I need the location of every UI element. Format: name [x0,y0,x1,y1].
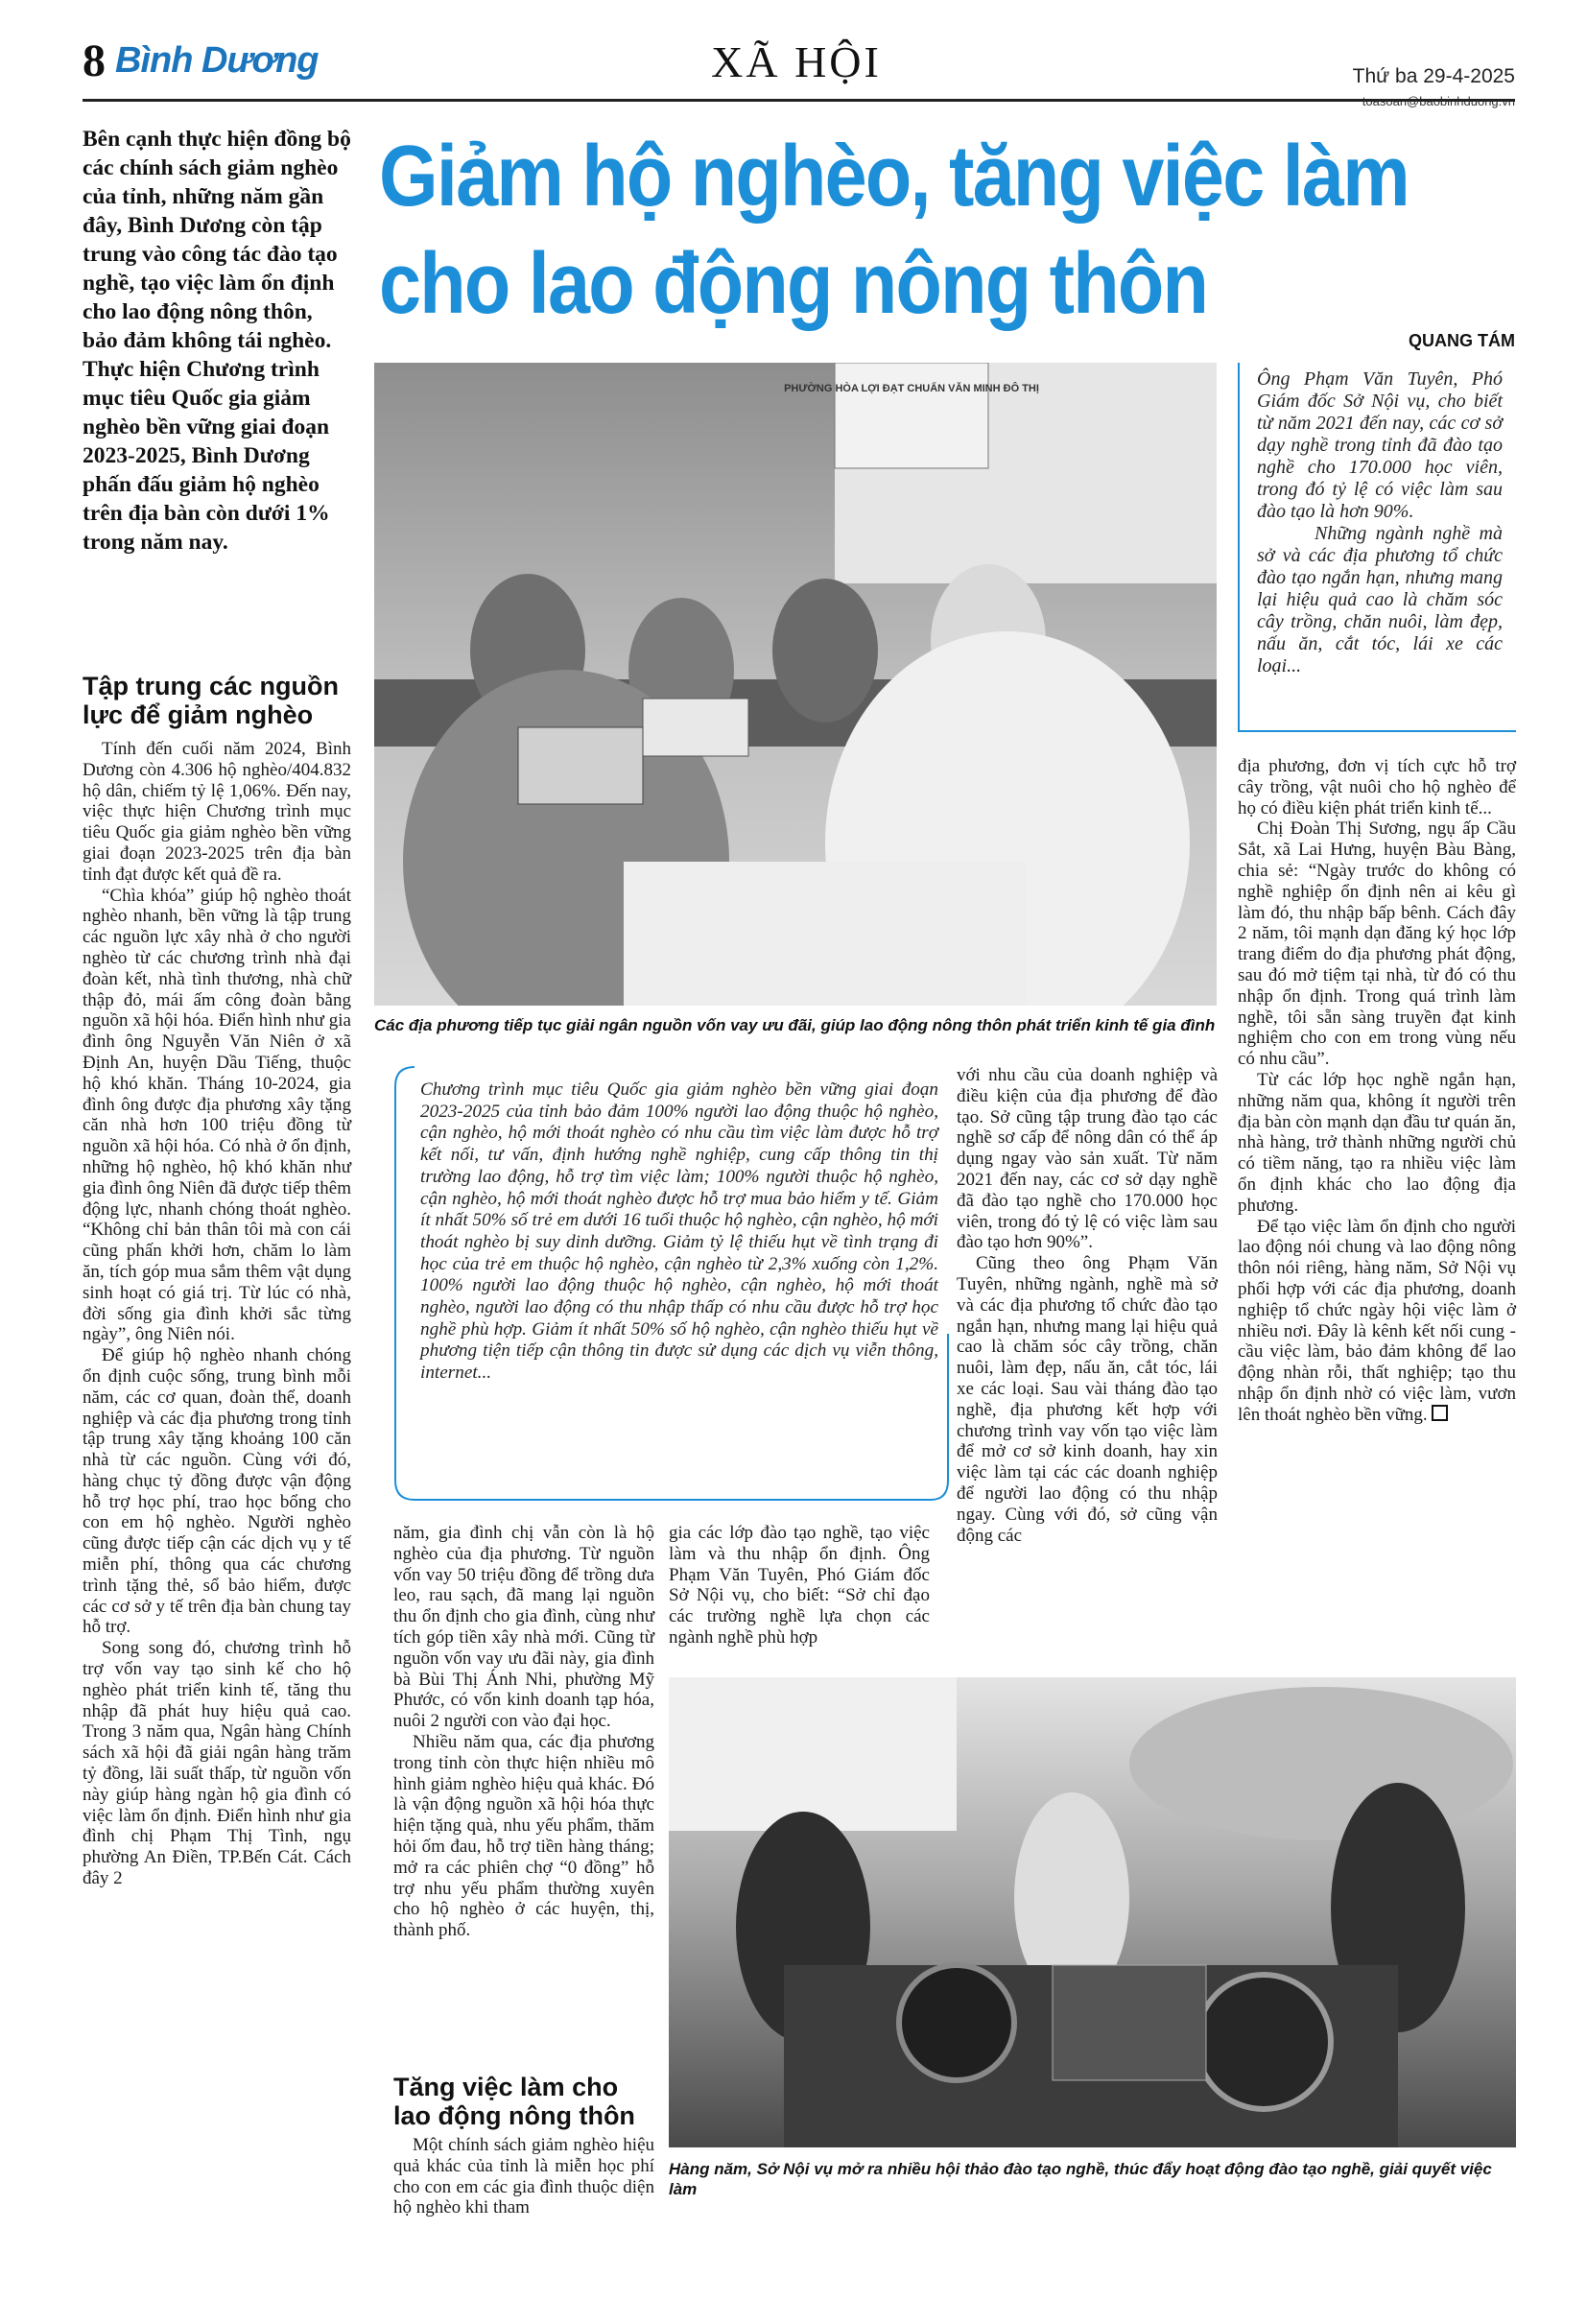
program-goals-box [393,1065,950,1502]
subhead-resources: Tập trung các nguồn lực để giảm nghèo [83,672,339,729]
col4-paragraph: với nhu cầu của doanh nghiệp và điều kiện của địa phương để đào tạo. Sở cũng tập trung đào tạo các nghề sơ cấp để nông dân có thể áp dụng ngay vào sản xuất. Từ năm 2021 đến nay, các cơ sở dạy nghề đã đào tạo nghề cho 170.000 học viên, trong đó tỷ lệ có việc làm sau đào tạo hơn 90%”. [957,1065,1218,1253]
col5-paragraph: Chị Đoàn Thị Sương, ngụ ấp Cầu Sắt, xã Lai Hưng, huyện Bàu Bàng, chia sẻ: “Ngày trước do không có nghề nghiệp ổn định nên ai kêu gì làm đó, thu nhập bấp bênh. Cách đây 2 năm, tôi mạnh dạn đăng ký học lớp trang điểm do địa phương phát động, sau đó mở tiệm tại nhà, từ đó có thu nhập ổn định. Trong quá trình làm nghề, tôi sẵn sàng truyền đạt kinh nghiệm cho con em trong vùng nếu có nhu cầu”. [1238,818,1516,1070]
page-number: 8 [83,36,106,86]
column-4 [957,1065,1218,1546]
end-of-article-icon [1432,1405,1448,1421]
pull-quote [1238,363,1516,732]
column-2 [393,1523,654,1941]
author-byline: QUANG TÁM [1409,331,1515,350]
pull-quote-text: Những ngành nghề mà sở và các địa phương tổ chức đào tạo ngắn hạn, nhưng mang lại hiệu quả cao là chăm sóc cây trồng, chăn nuôi, làm đẹp, nấu ăn, cắt tóc, lái xe các loại... [1257,523,1503,676]
photo-loan-disbursement [374,363,1217,1006]
column-1 [83,739,351,1889]
title-line-2: cho lao động nông thôn [379,236,1208,332]
column-3 [669,1523,930,1648]
col5-closing-text: Để tạo việc làm ổn định cho người lao động nói chung và lao động nông thôn nói riêng, hàng năm, Sở Nội vụ phối hợp với các địa phương, doanh nghiệp tổ chức ngày hội việc làm ở nhiều nơi. Đây là kênh kết nối cung - cầu việc làm, bảo đảm không để lao động nhàn rỗi, thất nghiệp; tạo thu nhập ổn định nhờ có việc làm, vươn lên thoát nghèo bền vững. [1238,1216,1516,1425]
brand-logo: Bình Dương [115,40,319,81]
photo-vocational-training [669,1677,1516,2147]
col1-paragraph: Tính đến cuối năm 2024, Bình Dương còn 4.306 hộ nghèo/404.832 hộ dân, chiếm tỷ lệ 1,06%. Đến nay, việc thực hiện Chương trình mục tiêu Quốc gia giảm nghèo bền vững giai đoạn 2023-2025 trên địa bàn tỉnh đạt được kết quả đề ra. [83,739,351,885]
column-5 [1238,756,1516,1426]
col1-paragraph: “Chìa khóa” giúp hộ nghèo thoát nghèo nhanh, bền vững là tập trung các nguồn lực xây nhà ở cho người nghèo từ các chương trình nhà đại đoàn kết, nhà tình thương, nhà chữ thập đỏ, mái ấm công đoàn bằng nguồn xã hội hóa. Điển hình như gia đình ông Nguyễn Văn Niên ở xã Định An, huyện Dầu Tiếng, thuộc hộ khó khăn. Tháng 10-2024, gia đình ông được địa phương xây tặng căn nhà hơn 100 triệu đồng từ nguồn xã hội hóa. Có nhà ở ổn định, những hộ nghèo, hộ khó khăn như gia đình ông Niên đã được tiếp thêm động lực, nhanh chóng thoát nghèo. “Không chỉ bản thân tôi mà con cái cũng phấn khởi hơn, chăm lo làm ăn, tích góp mua sắm thêm vật dụng sinh hoạt có giá trị. Từ lúc có nhà, đời sống gia đình khởi sắc từng ngày”, ông Niên nói. [83,885,351,1345]
col5-paragraph [1238,1217,1516,1426]
article-title [379,123,1409,338]
photo-caption-1: Các địa phương tiếp tục giải ngân nguồn vốn vay ưu đãi, giúp lao động nông thôn phát triển kinh tế gia đình [374,1016,1216,1034]
section-title: XÃ HỘI [711,37,882,86]
column-2-end [393,2135,654,2218]
header-divider [83,99,1515,102]
program-goals-text: Chương trình mục tiêu Quốc gia giảm nghèo bền vững giai đoạn 2023-2025 của tỉnh bảo đảm 100% người lao động thuộc hộ nghèo, cận nghèo, hộ mới thoát nghèo có nhu cầu tìm việc làm được hỗ trợ kết nối, tư vấn, định hướng nghề nghiệp, cung cấp thông tin thị trường lao động, hỗ trợ tìm việc làm; 100% người thuộc hộ nghèo, cận nghèo, hộ mới thoát nghèo được hỗ trợ mua bảo hiểm y tế. Giảm ít nhất 50% số trẻ em dưới 16 tuổi thuộc hộ nghèo, cận nghèo, hộ mới thoát nghèo bị suy dinh dưỡng. Giảm tỷ lệ thiếu hụt về tình trạng đi học của trẻ em thuộc hộ nghèo, cận nghèo từ 2,3% xuống còn 1,2%. 100% người lao động thuộc hộ nghèo, cận nghèo, hộ mới thoát nghèo, người lao động có thu nhập thấp có nhu cầu được hỗ trợ học nghề phù hợp. Giảm ít nhất 50% số hộ nghèo, cận nghèo thiếu hụt về phương tiện tiếp cận thông tin được sử dụng các dịch vụ viễn thông, internet... [420,1079,938,1384]
pull-quote-text: Ông Phạm Văn Tuyên, Phó Giám đốc Sở Nội vụ, cho biết từ năm 2021 đến nay, các cơ sở dạy nghề trong tỉnh đã đào tạo nghề cho 170.000 học viên, trong đó tỷ lệ có việc làm sau đào tạo là hơn 90%. [1257,368,1503,522]
col2-paragraph: Một chính sách giảm nghèo hiệu quả khác của tỉnh là miễn học phí cho con em các gia đình thuộc diện hộ nghèo khi tham [393,2135,654,2218]
title-line-1: Giảm hộ nghèo, tăng việc làm [379,129,1409,225]
col1-paragraph: Song song đó, chương trình hỗ trợ vốn vay tạo sinh kế cho hộ nghèo phát triển kinh tế, tăng thu nhập đã phát huy hiệu quả cao. Trong 3 năm qua, Ngân hàng Chính sách xã hội đã giải ngân hàng trăm tỷ đồng, lãi suất thấp, từ nguồn vốn này giúp hàng ngàn hộ gia đình có việc làm ổn định. Điển hình như gia đình chị Phạm Thị Tình, ngụ phường An Điền, TP.Bến Cát. Cách đây 2 [83,1638,351,1889]
col2-paragraph: Nhiều năm qua, các địa phương trong tỉnh còn thực hiện nhiều mô hình giảm nghèo hiệu quả khác. Đó là vận động nguồn xã hội hóa thực hiện tặng quà, nhu yếu phẩm, thăm hỏi ốm đau, hỗ trợ tiền hàng tháng; mở ra các phiên chợ “0 đồng” hỗ trợ nhu yếu phẩm thường xuyên cho hộ nghèo ở các huyện, thị, thành phố. [393,1731,654,1941]
photo-sign: PHƯỜNG HÒA LỢI ĐẠT CHUẨN VĂN MINH ĐÔ THỊ [784,383,1039,394]
subhead-jobs: Tăng việc làm cho lao động nông thôn [393,2073,635,2130]
col1-paragraph: Để giúp hộ nghèo nhanh chóng ổn định cuộc sống, trung bình mỗi năm, các cơ quan, đoàn thể, doanh nghiệp và các địa phương trong tỉnh tập trung xây tặng khoảng 100 căn nhà từ các nguồn. Cùng với đó, hàng chục tỷ đồng được vận động hỗ trợ học phí, trao học bổng cho con em hộ nghèo. Người nghèo cũng được tiếp cận các dịch vụ y tế miễn phí, thông qua các chương trình tặng thẻ, sổ bảo hiểm, được các cơ sở y tế trên địa bàn chung tay hỗ trợ. [83,1345,351,1638]
issue-date: Thứ ba 29-4-2025 [1352,65,1515,87]
article-lead: Bên cạnh thực hiện đồng bộ các chính sách giảm nghèo của tỉnh, những năm gần đây, Bình Dương còn tập trung vào công tác đào tạo nghề, tạo việc làm ổn định cho lao động nông thôn, bảo đảm không tái nghèo. Thực hiện Chương trình mục tiêu Quốc gia giảm nghèo bền vững giai đoạn 2023-2025, Bình Dương phấn đấu giảm hộ nghèo trên địa bàn còn dưới 1% trong năm nay. [83,127,351,555]
col3-paragraph: gia các lớp đào tạo nghề, tạo việc làm và thu nhập ổn định. Ông Phạm Văn Tuyên, Phó Giám đốc Sở Nội vụ, cho biết: “Sở chỉ đạo các trường nghề lựa chọn các ngành nghề phù hợp [669,1523,930,1648]
photo-caption-2: Hàng năm, Sở Nội vụ mở ra nhiều hội thảo đào tạo nghề, thúc đẩy hoạt động đào tạo nghề, giải quyết việc làm [669,2160,1492,2198]
col4-paragraph: Cũng theo ông Phạm Văn Tuyên, những ngành, nghề mà sở và các địa phương tổ chức đào tạo ngắn hạn, nhưng mang lại hiệu quả cao là chăm sóc cây trồng, chăn nuôi, làm đẹp, nấu ăn, cắt tóc, lái xe các loại. Sau vài tháng đào tạo nghề, địa phương kết hợp với chương trình vay vốn tạo việc làm để mở cơ sở kinh doanh, hay xin việc làm tại các các doanh nghiệp để người lao động có thu nhập ngay. Cùng với đó, sở cũng vận động các [957,1253,1218,1546]
col2-paragraph: năm, gia đình chị vẫn còn là hộ nghèo của địa phương. Từ nguồn vốn vay 50 triệu đồng để trồng dưa leo, rau sạch, đã mang lại nguồn thu ổn định cho gia đình, cùng như tích góp tiền xây nhà mới. Cũng từ nguồn vốn vay ưu đãi này, gia đình bà Bùi Thị Ánh Nhi, phường Mỹ Phước, có vốn kinh doanh tạp hóa, nuôi 2 người con vào đại học. [393,1523,654,1732]
col5-paragraph: địa phương, đơn vị tích cực hỗ trợ cây trồng, vật nuôi cho hộ nghèo để họ có điều kiện phát triển kinh tế... [1238,756,1516,818]
col5-paragraph: Từ các lớp học nghề ngắn hạn, những năm qua, không ít người trên địa bàn còn mạnh dạn đầu tư quán ăn, nhà hàng, trở thành những người chủ có tiềm năng, tạo ra nhiều việc làm ổn định khác cho lao động địa phương. [1238,1069,1516,1216]
